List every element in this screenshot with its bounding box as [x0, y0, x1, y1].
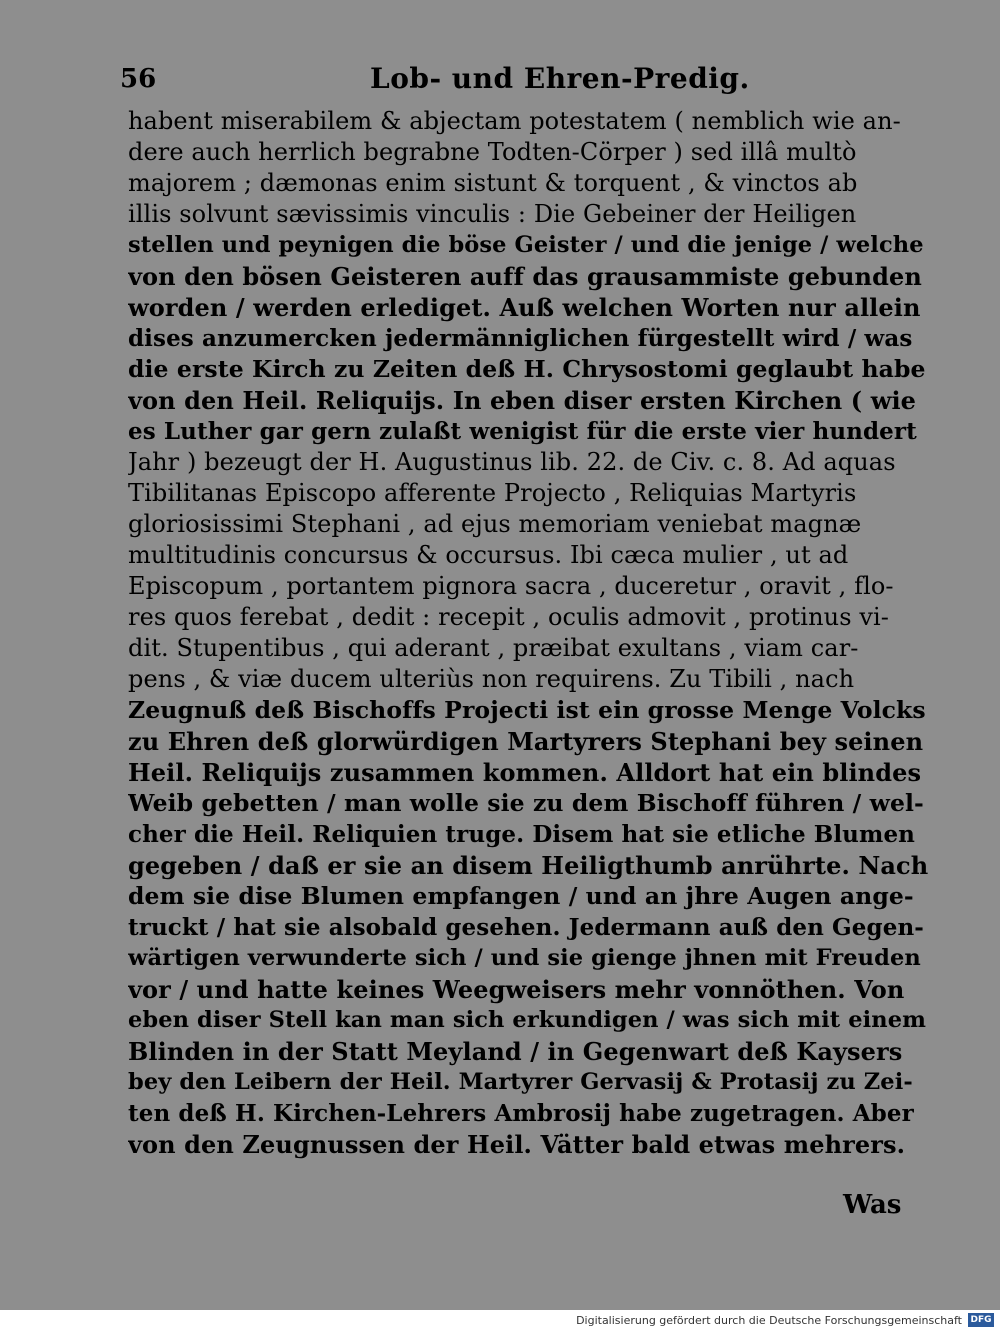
text-line: dit. Stupentibus , qui aderant , præibat exultans , viam car- [128, 634, 859, 662]
text-line: es Luther gar gern zulaßt wenigist für die erste vier hundert [128, 418, 917, 445]
text-line: Jahr ) bezeugt der H. Augustinus lib. 22. de Civ. c. 8. Ad aquas [128, 448, 896, 476]
text-line: res quos ferebat , dedit : recepit , oculis admovit , protinus vi- [128, 603, 889, 631]
text-line: von den Heil. Reliquijs. In eben diser ersten Kirchen ( wie [128, 386, 917, 415]
text-line: zu Ehren deß glorwürdigen Martyrers Stephani bey seinen [128, 727, 924, 756]
text-line: Episcopum , portantem pignora sacra , duceretur , oravit , flo- [128, 572, 894, 600]
text-line: Tibilitanas Episcopo afferente Projecto , Reliquias Martyris [128, 479, 857, 507]
text-line: Blinden in der Statt Meyland / in Gegenwart deß Kaysers [128, 1037, 903, 1066]
text-line: cher die Heil. Reliquien truge. Disem hat sie etliche Blumen [128, 821, 915, 848]
text-line: worden / werden erlediget. Auß welchen Worten nur allein [128, 293, 921, 322]
text-line: dises anzumercken jedermänniglichen fürgestellt wird / was [128, 325, 913, 352]
text-line: Heil. Reliquijs zusammen kommen. Alldort hat ein blindes [128, 758, 922, 787]
text-line: eben diser Stell kan man sich erkundigen / was sich mit einem [128, 1007, 927, 1033]
text-line: multitudinis concursus & occursus. Ibi cæca mulier , ut ad [128, 541, 849, 569]
dfg-logo-icon: DFG [968, 1313, 994, 1327]
text-line: dere auch herrlich begrabne Todten-Cörper ) sed illâ multò [128, 138, 857, 166]
text-line: von den Zeugnussen der Heil. Vätter bald etwas mehrers. [128, 1130, 906, 1159]
running-head: Lob- und Ehren-Predig. [370, 62, 750, 95]
text-line: illis solvunt sævissimis vinculis : Die Gebeiner der Heiligen [128, 200, 857, 228]
text-line: habent miserabilem & abjectam potestatem ( nemblich wie an- [128, 107, 901, 135]
text-line: die erste Kirch zu Zeiten deß H. Chrysostomi geglaubt habe [128, 355, 926, 383]
text-line: ten deß H. Kirchen-Lehrers Ambrosij habe zugetragen. Aber [128, 1100, 914, 1127]
text-line: dem sie dise Blumen empfangen / und an jhre Augen ange- [128, 882, 914, 910]
footer-bar [0, 1310, 1000, 1332]
text-line: vor / und hatte keines Weegweisers mehr vonnöthen. Von [128, 975, 905, 1004]
body-text [128, 106, 928, 1160]
text-line: Zeugnuß deß Bischoffs Projecti ist ein grosse Menge Volcks [128, 696, 926, 724]
text-line: stellen und peynigen die böse Geister / und die jenige / welche [128, 232, 924, 258]
page-header [120, 62, 940, 106]
page-number: 56 [120, 64, 157, 94]
footer-credit: Digitalisierung gefördert durch die Deutsche Forschungsgemeinschaft [576, 1314, 962, 1327]
text-line: von den bösen Geisteren auff das grausammiste gebunden [128, 262, 922, 291]
text-line: bey den Leibern der Heil. Martyrer Gervasij & Protasij zu Zei- [128, 1069, 913, 1095]
text-line: truckt / hat sie alsobald gesehen. Jedermann auß den Gegen- [128, 914, 924, 941]
text-line: wärtigen verwunderte sich / und sie gienge jhnen mit Freuden [128, 945, 921, 971]
catchword: Was [843, 1190, 902, 1220]
text-line: Weib gebetten / man wolle sie zu dem Bischoff führen / wel- [128, 789, 924, 817]
text-line: gloriosissimi Stephani , ad ejus memoriam veniebat magnæ [128, 510, 862, 538]
text-line: majorem ; dæmonas enim sistunt & torquent , & vinctos ab [128, 169, 858, 197]
text-line: pens , & viæ ducem ulteriùs non requirens. Zu Tibili , nach [128, 665, 855, 693]
text-line: gegeben / daß er sie an disem Heiligthumb anrührte. Nach [128, 851, 928, 880]
